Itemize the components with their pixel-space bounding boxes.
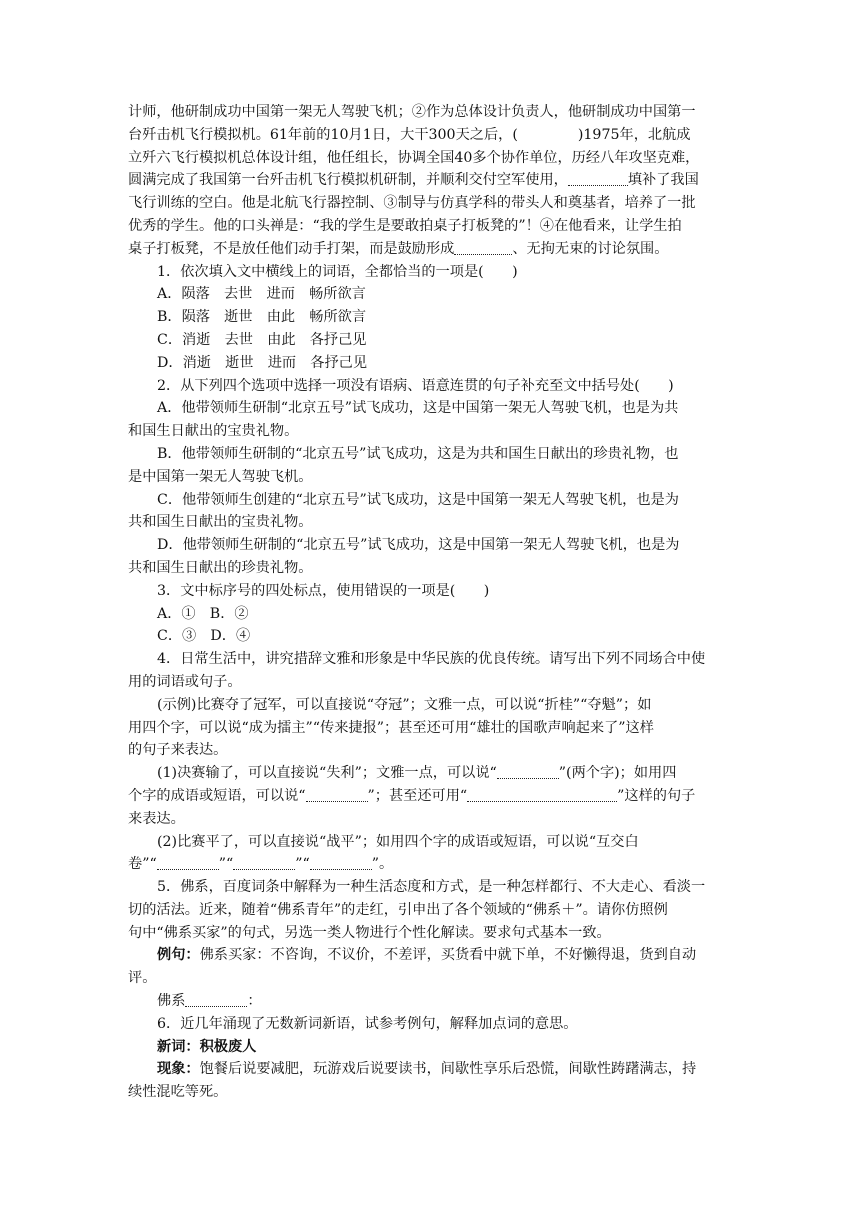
- passage-line: [128, 147, 736, 170]
- example-text: 用四个字，可以说“成为擂主”“传来捷报”；甚至还可用“雄壮的国歌声响起来了”这样: [128, 719, 654, 736]
- fill-blank[interactable]: [467, 787, 617, 802]
- document-body: [128, 101, 736, 1104]
- passage-text: 优秀的学生。他的口头禅是：“我的学生是要敢拍桌子打板凳的”！④在他看来，让学生拍: [128, 217, 682, 234]
- option-text: 是中国第一架无人驾驶飞机。: [128, 468, 313, 485]
- answer-line: [128, 990, 736, 1013]
- passage-line: [128, 192, 736, 215]
- fill-blank[interactable]: [306, 787, 368, 802]
- passage-text: 飞行训练的空白。他是北航飞行器控制、③制导与仿真学科的带头人和奠基者，培养了一批: [128, 195, 696, 212]
- question-stem: 2．从下列四个选项中选择一项没有语病、语意连贯的句子补充至文中括号处( ): [157, 377, 674, 394]
- new-word-label: 新词：积极废人: [157, 1038, 257, 1055]
- question-stem: 用的词语或句子。: [128, 673, 242, 690]
- phenomenon: [128, 1058, 736, 1081]
- option-c[interactable]: [128, 489, 736, 535]
- example-sentence: [128, 944, 736, 967]
- passage-text: 计师，他研制成功中国第一架无人驾驶飞机；②作为总体设计负责人，他研制成功中国第一: [128, 104, 696, 120]
- passage-text: 桌子打板凳，不是放任他们动手打架，而是鼓励形成: [128, 240, 455, 257]
- reading-passage: [128, 101, 736, 261]
- question-6: [128, 1013, 736, 1104]
- phenomenon-text: 饱餐后说要减肥，玩游戏后说要读书，间歇性享乐后恐慌，间歇性踌躇满志，持: [199, 1061, 697, 1078]
- question-stem: 切的活法。近来，随着“佛系青年”的走红，引申出了各个领域的“佛系＋”。请你仿照例: [128, 901, 668, 918]
- example-text: 佛系买家：不咨询，不议价，不差评，买货看中就下单，不好懒得退，货到自动: [199, 947, 697, 964]
- option-text: B．他带领师生研制的“北京五号”试飞成功，这是为共和国生日献出的珍贵礼物，也: [157, 445, 679, 462]
- passage-text: 、无拘无束的讨论氛围。: [512, 240, 669, 257]
- example-sentence-cont: 评。: [128, 970, 157, 987]
- example-text: 的句子来表达。: [128, 742, 228, 759]
- option-text: A．他带领师生研制“北京五号”试飞成功，这是中国第一架无人驾驶飞机，也是为共: [157, 400, 679, 417]
- option-d[interactable]: [128, 534, 736, 580]
- passage-line: [128, 101, 736, 124]
- option-b[interactable]: B．陨落 逝世 由此 畅所欲言: [157, 309, 367, 326]
- sub-question-2-cont: [128, 853, 736, 876]
- fill-blank[interactable]: [185, 992, 247, 1007]
- passage-text: )1975年，北航成: [577, 126, 691, 143]
- fill-blank[interactable]: [568, 171, 628, 186]
- passage-line: [128, 169, 736, 192]
- sub-text: ”；甚至还可用“: [367, 787, 468, 804]
- phenomenon-label: 现象：: [157, 1061, 200, 1078]
- question-4: [128, 648, 736, 876]
- question-stem: 3．文中标序号的四处标点，使用错误的一项是( ): [157, 582, 490, 599]
- option-text: 共和国生日献出的宝贵礼物。: [128, 514, 313, 531]
- question-2: [128, 375, 736, 580]
- option-b[interactable]: [128, 443, 736, 489]
- option-text: 和国生日献出的宝贵礼物。: [128, 423, 299, 440]
- fill-blank[interactable]: [497, 764, 559, 779]
- sub-text: ”“: [295, 856, 310, 873]
- sub-question-1: [128, 762, 736, 785]
- question-stem: 5．佛系，百度词条中解释为一种生活态度和方式，是一种怎样都行、不大走心、看淡一: [157, 879, 706, 896]
- answer-prefix: 佛系: [157, 993, 186, 1010]
- fill-blank[interactable]: [157, 855, 219, 870]
- sub-text: (1)决赛输了，可以直接说“失利”；文雅一点，可以说“: [157, 765, 497, 782]
- passage-line: [128, 238, 736, 261]
- passage-line: [128, 124, 736, 147]
- passage-line: [128, 215, 736, 238]
- option-text: C．他带领师生创建的“北京五号”试飞成功，这是中国第一架无人驾驶飞机，也是为: [157, 491, 679, 508]
- option-text: D．他带领师生研制的“北京五号”试飞成功，这是中国第一架无人驾驶飞机，也是为: [157, 537, 680, 554]
- answer-suffix: ：: [247, 993, 262, 1010]
- question-stem: 4．日常生活中，讲究措辞文雅和形象是中华民族的优良传统。请写出下列不同场合中使: [157, 651, 706, 668]
- question-1: [128, 261, 736, 375]
- option-a[interactable]: [128, 397, 736, 443]
- question-3: [128, 580, 736, 648]
- question-stem: 句中“佛系买家”的句式，另选一类人物进行个性化解读。要求句式基本一致。: [128, 924, 611, 941]
- option-a[interactable]: A．陨落 去世 进而 畅所欲言: [157, 286, 366, 303]
- question-stem: 1．依次填入文中横线上的词语，全都恰当的一项是( ): [157, 263, 518, 280]
- passage-text: 圆满完成了我国第一台歼击机飞行模拟机研制，并顺利交付空军使用，: [128, 172, 568, 189]
- question-5: [128, 876, 736, 1013]
- sub-question-1-cont: [128, 785, 736, 808]
- sub-question-1-cont: 来表达。: [128, 810, 185, 827]
- sub-text: 个字的成语或短语，可以说“: [128, 787, 306, 804]
- fill-blank[interactable]: [233, 855, 295, 870]
- phenomenon-cont: 续性混吃等死。: [128, 1084, 228, 1101]
- options-cd[interactable]: C．③ D．④: [157, 628, 251, 645]
- passage-text: 立歼六飞行模拟机总体设计组，他任组长，协调全国40多个协作单位，历经八年攻坚克难，: [128, 149, 700, 166]
- sub-text: 卷”“: [128, 856, 157, 873]
- example-label: 例句：: [157, 947, 200, 964]
- example-text: (示例)比赛夺了冠军，可以直接说“夺冠”；文雅一点，可以说“折桂”“夺魁”；如: [157, 696, 652, 713]
- sub-text: ”“: [218, 856, 234, 873]
- sub-text: ”这样的句子: [617, 787, 696, 804]
- option-d[interactable]: D．消逝 逝世 进而 各抒己见: [157, 354, 368, 371]
- passage-text: 填补了我国: [627, 172, 699, 189]
- question-stem: 6．近几年涌现了无数新词新语，试参考例句，解释加点词的意思。: [157, 1015, 578, 1032]
- passage-text: 台歼击机飞行模拟机。61年前的10月1日，大干300天之后，(: [128, 126, 518, 143]
- fill-blank[interactable]: [310, 855, 372, 870]
- option-text: 共和国生日献出的珍贵礼物。: [128, 559, 313, 576]
- fill-blank[interactable]: [454, 240, 512, 255]
- sub-text: ”(两个字)；如用四: [558, 765, 677, 782]
- sub-question-2: (2)比赛平了，可以直接说“战平”；如用四个字的成语或短语，可以说“互交白: [157, 833, 639, 850]
- option-c[interactable]: C．消逝 去世 由此 各抒己见: [157, 331, 367, 348]
- options-ab[interactable]: A．① B．②: [157, 605, 249, 622]
- sub-text: ”。: [371, 856, 394, 873]
